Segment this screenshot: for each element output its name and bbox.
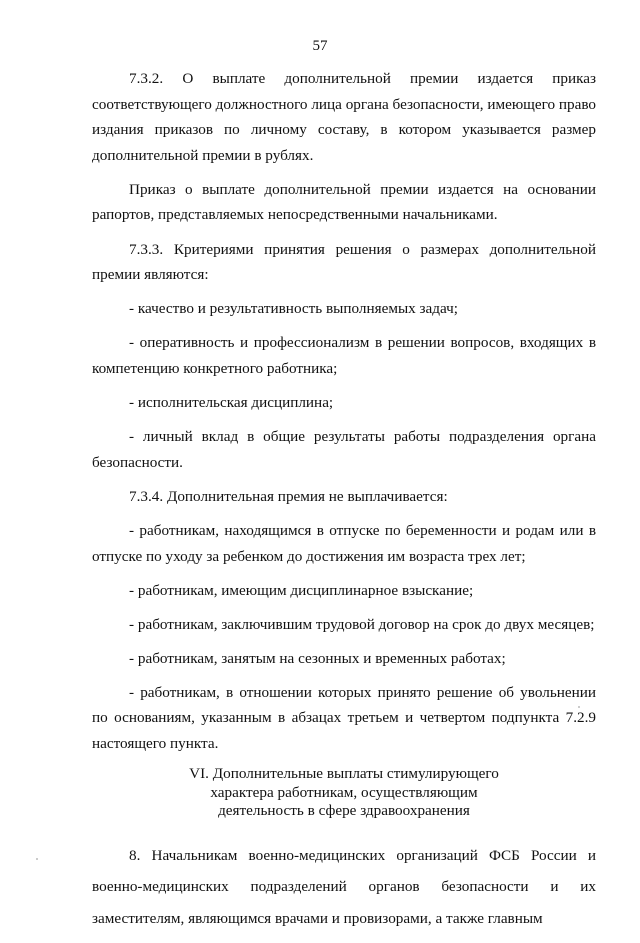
list-item-contribution: - личный вклад в общие результаты работы подразделения органа безопасности. xyxy=(92,428,596,471)
paragraph-7-3-3: 7.3.3. Критериями принятия решения о размерах дополнительной премии являются: xyxy=(92,240,596,284)
list-item-dismissal: - работникам, в отношении которых принято решение об увольнении по основаниям, указанным в абзацах третьем и четвертом подпункта 7.2.9 настоящего пункта. xyxy=(92,683,596,753)
paragraph-8: 8. Начальникам военно-медицинских организаций ФСБ России и военно-медицинских подразделений органов безопасности и их заместителям, являющимся врачами и провизорами, а также главным xyxy=(92,846,596,927)
list-item-discipline: - исполнительская дисциплина; xyxy=(129,394,334,412)
page-number: 57 xyxy=(312,38,328,54)
scan-speck xyxy=(578,706,580,708)
scan-speck xyxy=(36,858,38,860)
section-heading-line: характера работникам, осуществляющим xyxy=(210,783,478,801)
section-heading-line: VI. Дополнительные выплаты стимулирующего xyxy=(189,765,499,783)
document-body xyxy=(92,66,596,943)
list-item-seasonal: - работникам, занятым на сезонных и временных работах; xyxy=(129,649,506,667)
list-item-quality: - качество и результативность выполняемых задач; xyxy=(129,300,459,318)
section-heading-line: деятельность в сфере здравоохранения xyxy=(218,802,470,820)
section-heading xyxy=(92,765,596,821)
list-item-maternity-leave: - работникам, находящимся в отпуске по беременности и родам или в отпуске по уходу за ребенком до достижения им возраста трех лет; xyxy=(92,521,596,565)
list-item-disciplinary: - работникам, имеющим дисциплинарное взыскание; xyxy=(129,581,474,599)
list-item-efficiency: - оперативность и профессионализм в решении вопросов, входящих в компетенцию конкретного работника; xyxy=(92,334,596,377)
paragraph-7-3-4: 7.3.4. Дополнительная премия не выплачивается: xyxy=(129,487,448,505)
paragraph-order-basis: Приказ о выплате дополнительной премии издается на основании рапортов, представляемых непосредственными начальниками. xyxy=(92,180,596,224)
list-item-short-contract: - работникам, заключившим трудовой договор на срок до двух месяцев; xyxy=(129,615,595,633)
paragraph-7-3-2: 7.3.2. О выплате дополнительной премии издается приказ соответствующего должностного лица органа безопасности, имеющего право издания приказов по личному составу, в котором указывается размер дополнительной премии в рублях. xyxy=(92,70,596,164)
